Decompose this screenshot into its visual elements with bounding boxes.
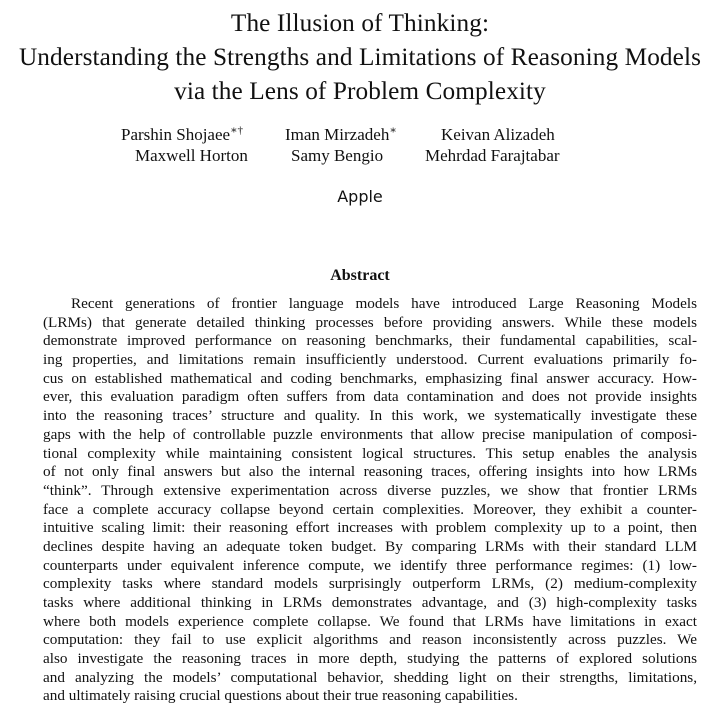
abstract-heading: Abstract: [330, 267, 390, 284]
author: [121, 124, 243, 145]
abstract-line: where both models experience complete collapse. We found that LRMs have limitations in exact: [43, 612, 697, 630]
abstract-line: ing properties, and limitations remain insufficiently understood. Current evaluations primarily fo-: [43, 351, 697, 369]
abstract-body: [43, 295, 697, 706]
title-line: via the Lens of Problem Complexity: [174, 77, 546, 105]
paper-title: [0, 6, 720, 108]
abstract-line: and ultimately raising crucial questions about their true reasoning capabilities.: [43, 687, 518, 705]
author-name: Samy Bengio: [291, 146, 384, 165]
author-name: Keivan Alizadeh: [441, 125, 555, 144]
abstract-line: demonstrate improved performance on reasoning benchmarks, their fundamental capabilities, scal-: [43, 332, 697, 350]
abstract-line: declines despite having an adequate token budget. By comparing LRMs with their standard LLM: [43, 537, 697, 555]
abstract-line: Recent generations of frontier language models have introduced Large Reasoning Models: [71, 295, 697, 312]
author: [285, 124, 397, 145]
author-footnote-mark: ∗: [389, 124, 397, 137]
abstract-line: into the reasoning traces’ structure and quality. In this work, we systematically investigate these: [43, 407, 697, 425]
abstract-line: “think”. Through extensive experimentation across diverse puzzles, we show that frontier LRMs: [43, 481, 697, 499]
title-line: Understanding the Strengths and Limitations of Reasoning Models: [18, 43, 702, 71]
author: [135, 145, 248, 166]
author: [441, 124, 555, 145]
abstract-line: complexity tasks where standard models surprisingly outperform LRMs, (2) medium-complexity: [43, 575, 697, 593]
abstract-line: counterparts under equivalent inference compute, we identify three performance regimes: (1) low-: [43, 556, 697, 574]
abstract-line: tional complexity while maintaining consistent logical structures. This setup enables the analysis: [43, 444, 697, 462]
affiliation: Apple: [337, 187, 383, 206]
abstract-line: intuitive scaling limit: their reasoning effort increases with problem complexity up to a point, then: [43, 519, 697, 537]
author-name: Maxwell Horton: [135, 146, 248, 165]
author-name: Mehrdad Farajtabar: [425, 146, 560, 165]
abstract-line: face a complete accuracy collapse beyond certain complexities. Moreover, they exhibit a counter-: [43, 500, 697, 518]
abstract-line: cus on established mathematical and coding benchmarks, emphasizing final answer accuracy. How-: [43, 369, 697, 387]
author-row-2: [0, 145, 720, 166]
author-footnote-mark: ∗†: [230, 124, 244, 137]
abstract-line: and analyzing the models’ computational behavior, shedding light on their strengths, limitations,: [43, 668, 697, 686]
author: [425, 145, 560, 166]
author-name: Iman Mirzadeh: [285, 125, 390, 144]
author-name: Parshin Shojaee: [121, 125, 231, 144]
abstract-line: computation: they fail to use explicit algorithms and reason inconsistently across puzzles. We: [43, 631, 697, 649]
author-block: [0, 124, 720, 166]
abstract-line: tasks where additional thinking in LRMs demonstrates advantage, and (3) high-complexity tasks: [43, 594, 697, 611]
abstract-line: of not only final answers but also the internal reasoning traces, offering insights into how LRMs: [43, 463, 697, 481]
abstract-line: gaps with the help of controllable puzzle environments that allow precise manipulation of composi-: [43, 425, 697, 443]
abstract-line: (LRMs) that generate detailed thinking processes before providing answers. While these models: [43, 313, 697, 331]
author-row-1: [0, 124, 720, 145]
abstract-line: ever, this evaluation paradigm often suffers from data contamination and does not provide insights: [43, 388, 697, 406]
title-line: The Illusion of Thinking:: [230, 9, 490, 37]
abstract-line: also investigate the reasoning traces in more depth, studying the patterns of explored solutions: [43, 650, 697, 668]
author: [291, 145, 383, 166]
